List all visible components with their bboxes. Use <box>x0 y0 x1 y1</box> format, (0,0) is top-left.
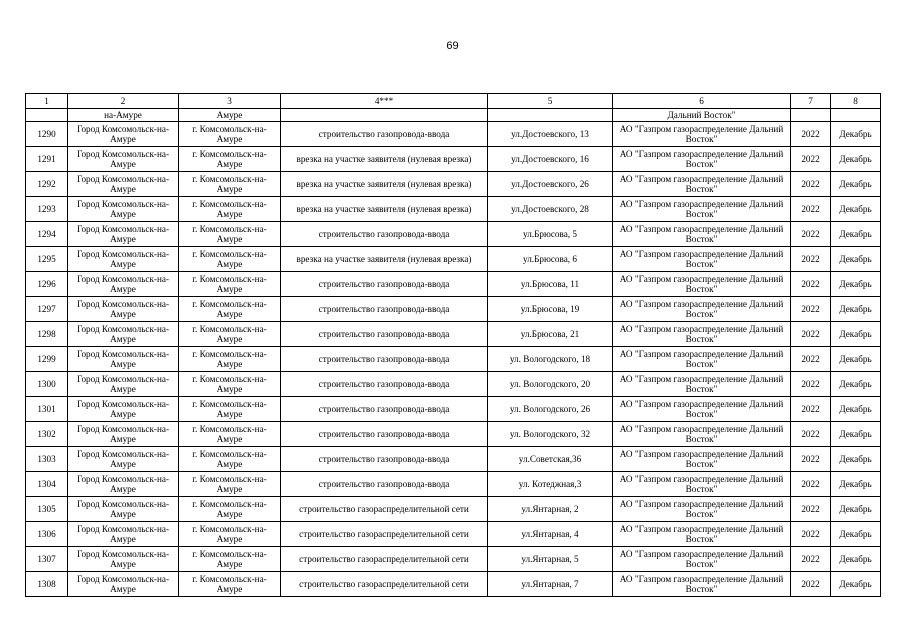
settlement-cell: г. Комсомольск-на-Амуре <box>179 297 281 322</box>
row-number-cell: 1308 <box>26 572 68 597</box>
settlement-cell: г. Комсомольск-на-Амуре <box>179 572 281 597</box>
work-type-cell: строительство газопровода-ввода <box>281 222 488 247</box>
organization-cell: АО "Газпром газораспределение Дальний Восток" <box>613 422 791 447</box>
table-body <box>26 109 881 597</box>
work-type-cell: строительство газопровода-ввода <box>281 397 488 422</box>
organization-cell: АО "Газпром газораспределение Дальний Восток" <box>613 172 791 197</box>
column-header: 2 <box>68 94 179 109</box>
address-cell: ул. Вологодского, 32 <box>488 422 613 447</box>
address-cell: ул.Советская,36 <box>488 447 613 472</box>
year-cell: 2022 <box>791 247 831 272</box>
row-number-cell: 1298 <box>26 322 68 347</box>
month-cell: Декабрь <box>831 547 881 572</box>
organization-cell: АО "Газпром газораспределение Дальний Восток" <box>613 472 791 497</box>
column-header: 6 <box>613 94 791 109</box>
year-cell: 2022 <box>791 272 831 297</box>
municipality-cell: Город Комсомольск-на-Амуре <box>68 372 179 397</box>
address-cell: ул.Достоевского, 26 <box>488 172 613 197</box>
row-number-cell: 1305 <box>26 497 68 522</box>
table-cell <box>831 109 881 122</box>
organization-cell: АО "Газпром газораспределение Дальний Восток" <box>613 122 791 147</box>
settlement-cell: г. Комсомольск-на-Амуре <box>179 472 281 497</box>
municipality-cell: Город Комсомольск-на-Амуре <box>68 247 179 272</box>
table-cell <box>791 109 831 122</box>
month-cell: Декабрь <box>831 447 881 472</box>
settlement-cell: г. Комсомольск-на-Амуре <box>179 147 281 172</box>
year-cell: 2022 <box>791 397 831 422</box>
table-cell <box>281 109 488 122</box>
work-type-cell: врезка на участке заявителя (нулевая врезка) <box>281 197 488 222</box>
address-cell: ул. Котеджная,3 <box>488 472 613 497</box>
work-type-cell: врезка на участке заявителя (нулевая врезка) <box>281 147 488 172</box>
table-header <box>26 94 881 109</box>
year-cell: 2022 <box>791 297 831 322</box>
row-number-cell: 1291 <box>26 147 68 172</box>
row-number-cell: 1292 <box>26 172 68 197</box>
organization-cell: АО "Газпром газораспределение Дальний Восток" <box>613 447 791 472</box>
year-cell: 2022 <box>791 347 831 372</box>
year-cell: 2022 <box>791 122 831 147</box>
municipality-cell: Город Комсомольск-на-Амуре <box>68 497 179 522</box>
table-cell: Дальний Восток" <box>613 109 791 122</box>
year-cell: 2022 <box>791 547 831 572</box>
work-type-cell: строительство газопровода-ввода <box>281 322 488 347</box>
organization-cell: АО "Газпром газораспределение Дальний Восток" <box>613 322 791 347</box>
table-row <box>26 397 881 422</box>
municipality-cell: Город Комсомольск-на-Амуре <box>68 547 179 572</box>
year-cell: 2022 <box>791 372 831 397</box>
organization-cell: АО "Газпром газораспределение Дальний Восток" <box>613 222 791 247</box>
work-type-cell: строительство газопровода-ввода <box>281 422 488 447</box>
row-number-cell: 1300 <box>26 372 68 397</box>
address-cell: ул.Янтарная, 4 <box>488 522 613 547</box>
table-cell: Амуре <box>179 109 281 122</box>
work-type-cell: строительство газопровода-ввода <box>281 347 488 372</box>
row-number-cell: 1299 <box>26 347 68 372</box>
organization-cell: АО "Газпром газораспределение Дальний Восток" <box>613 297 791 322</box>
work-type-cell: строительство газопровода-ввода <box>281 122 488 147</box>
organization-cell: АО "Газпром газораспределение Дальний Восток" <box>613 147 791 172</box>
page-number: 69 <box>446 40 459 52</box>
settlement-cell: г. Комсомольск-на-Амуре <box>179 272 281 297</box>
table-row <box>26 347 881 372</box>
row-number-cell: 1295 <box>26 247 68 272</box>
address-cell: ул. Вологодского, 20 <box>488 372 613 397</box>
row-number-cell: 1302 <box>26 422 68 447</box>
table-row <box>26 422 881 447</box>
column-header: 3 <box>179 94 281 109</box>
work-type-cell: строительство газопровода-ввода <box>281 372 488 397</box>
municipality-cell: Город Комсомольск-на-Амуре <box>68 197 179 222</box>
column-header: 7 <box>791 94 831 109</box>
row-number-cell: 1307 <box>26 547 68 572</box>
settlement-cell: г. Комсомольск-на-Амуре <box>179 122 281 147</box>
data-table <box>25 93 881 597</box>
year-cell: 2022 <box>791 197 831 222</box>
municipality-cell: Город Комсомольск-на-Амуре <box>68 172 179 197</box>
month-cell: Декабрь <box>831 172 881 197</box>
continuation-row <box>26 109 881 122</box>
settlement-cell: г. Комсомольск-на-Амуре <box>179 547 281 572</box>
municipality-cell: Город Комсомольск-на-Амуре <box>68 522 179 547</box>
municipality-cell: Город Комсомольск-на-Амуре <box>68 347 179 372</box>
table-row <box>26 122 881 147</box>
municipality-cell: Город Комсомольск-на-Амуре <box>68 322 179 347</box>
work-type-cell: строительство газораспределительной сети <box>281 497 488 522</box>
work-type-cell: врезка на участке заявителя (нулевая врезка) <box>281 172 488 197</box>
month-cell: Декабрь <box>831 122 881 147</box>
address-cell: ул.Брюсова, 11 <box>488 272 613 297</box>
row-number-cell: 1301 <box>26 397 68 422</box>
work-type-cell: строительство газопровода-ввода <box>281 297 488 322</box>
settlement-cell: г. Комсомольск-на-Амуре <box>179 247 281 272</box>
table-row <box>26 522 881 547</box>
municipality-cell: Город Комсомольск-на-Амуре <box>68 122 179 147</box>
table-row <box>26 447 881 472</box>
municipality-cell: Город Комсомольск-на-Амуре <box>68 147 179 172</box>
address-cell: ул.Брюсова, 21 <box>488 322 613 347</box>
organization-cell: АО "Газпром газораспределение Дальний Восток" <box>613 197 791 222</box>
column-header: 5 <box>488 94 613 109</box>
month-cell: Декабрь <box>831 197 881 222</box>
address-cell: ул.Янтарная, 7 <box>488 572 613 597</box>
address-cell: ул.Янтарная, 5 <box>488 547 613 572</box>
settlement-cell: г. Комсомольск-на-Амуре <box>179 372 281 397</box>
address-cell: ул. Вологодского, 26 <box>488 397 613 422</box>
year-cell: 2022 <box>791 472 831 497</box>
column-header: 1 <box>26 94 68 109</box>
month-cell: Декабрь <box>831 247 881 272</box>
year-cell: 2022 <box>791 322 831 347</box>
address-cell: ул.Достоевского, 16 <box>488 147 613 172</box>
year-cell: 2022 <box>791 497 831 522</box>
table-row <box>26 572 881 597</box>
year-cell: 2022 <box>791 422 831 447</box>
address-cell: ул.Брюсова, 5 <box>488 222 613 247</box>
organization-cell: АО "Газпром газораспределение Дальний Восток" <box>613 347 791 372</box>
organization-cell: АО "Газпром газораспределение Дальний Восток" <box>613 522 791 547</box>
year-cell: 2022 <box>791 147 831 172</box>
settlement-cell: г. Комсомольск-на-Амуре <box>179 347 281 372</box>
year-cell: 2022 <box>791 447 831 472</box>
row-number-cell: 1306 <box>26 522 68 547</box>
settlement-cell: г. Комсомольск-на-Амуре <box>179 522 281 547</box>
organization-cell: АО "Газпром газораспределение Дальний Восток" <box>613 397 791 422</box>
month-cell: Декабрь <box>831 397 881 422</box>
column-header: 8 <box>831 94 881 109</box>
row-number-cell: 1303 <box>26 447 68 472</box>
header-row <box>26 94 881 109</box>
work-type-cell: строительство газораспределительной сети <box>281 572 488 597</box>
municipality-cell: Город Комсомольск-на-Амуре <box>68 222 179 247</box>
month-cell: Декабрь <box>831 347 881 372</box>
table-cell: на-Амуре <box>68 109 179 122</box>
table-row <box>26 197 881 222</box>
month-cell: Декабрь <box>831 522 881 547</box>
table-row <box>26 247 881 272</box>
organization-cell: АО "Газпром газораспределение Дальний Восток" <box>613 572 791 597</box>
address-cell: ул.Янтарная, 2 <box>488 497 613 522</box>
address-cell: ул.Достоевского, 13 <box>488 122 613 147</box>
settlement-cell: г. Комсомольск-на-Амуре <box>179 447 281 472</box>
work-type-cell: строительство газопровода-ввода <box>281 272 488 297</box>
month-cell: Декабрь <box>831 372 881 397</box>
work-type-cell: строительство газораспределительной сети <box>281 522 488 547</box>
address-cell: ул.Брюсова, 6 <box>488 247 613 272</box>
settlement-cell: г. Комсомольск-на-Амуре <box>179 322 281 347</box>
table-row <box>26 172 881 197</box>
settlement-cell: г. Комсомольск-на-Амуре <box>179 422 281 447</box>
month-cell: Декабрь <box>831 322 881 347</box>
work-type-cell: строительство газораспределительной сети <box>281 547 488 572</box>
year-cell: 2022 <box>791 572 831 597</box>
month-cell: Декабрь <box>831 297 881 322</box>
municipality-cell: Город Комсомольск-на-Амуре <box>68 447 179 472</box>
table-row <box>26 147 881 172</box>
row-number-cell: 1294 <box>26 222 68 247</box>
municipality-cell: Город Комсомольск-на-Амуре <box>68 297 179 322</box>
organization-cell: АО "Газпром газораспределение Дальний Восток" <box>613 497 791 522</box>
work-type-cell: строительство газопровода-ввода <box>281 447 488 472</box>
row-number-cell: 1290 <box>26 122 68 147</box>
settlement-cell: г. Комсомольск-на-Амуре <box>179 172 281 197</box>
address-cell: ул.Брюсова, 19 <box>488 297 613 322</box>
address-cell: ул. Вологодского, 18 <box>488 347 613 372</box>
municipality-cell: Город Комсомольск-на-Амуре <box>68 472 179 497</box>
column-header: 4*** <box>281 94 488 109</box>
settlement-cell: г. Комсомольск-на-Амуре <box>179 397 281 422</box>
year-cell: 2022 <box>791 522 831 547</box>
table-cell <box>488 109 613 122</box>
organization-cell: АО "Газпром газораспределение Дальний Восток" <box>613 547 791 572</box>
work-type-cell: врезка на участке заявителя (нулевая врезка) <box>281 247 488 272</box>
settlement-cell: г. Комсомольск-на-Амуре <box>179 222 281 247</box>
table-row <box>26 272 881 297</box>
month-cell: Декабрь <box>831 497 881 522</box>
row-number-cell: 1293 <box>26 197 68 222</box>
row-number-cell: 1296 <box>26 272 68 297</box>
municipality-cell: Город Комсомольск-на-Амуре <box>68 397 179 422</box>
table-row <box>26 297 881 322</box>
organization-cell: АО "Газпром газораспределение Дальний Восток" <box>613 272 791 297</box>
year-cell: 2022 <box>791 172 831 197</box>
month-cell: Декабрь <box>831 572 881 597</box>
row-number-cell: 1297 <box>26 297 68 322</box>
table-row <box>26 472 881 497</box>
settlement-cell: г. Комсомольск-на-Амуре <box>179 197 281 222</box>
address-cell: ул.Достоевского, 28 <box>488 197 613 222</box>
table-row <box>26 322 881 347</box>
organization-cell: АО "Газпром газораспределение Дальний Восток" <box>613 247 791 272</box>
work-type-cell: строительство газопровода-ввода <box>281 472 488 497</box>
table-row <box>26 547 881 572</box>
table-row <box>26 222 881 247</box>
table-row <box>26 497 881 522</box>
settlement-cell: г. Комсомольск-на-Амуре <box>179 497 281 522</box>
table-row <box>26 372 881 397</box>
month-cell: Декабрь <box>831 272 881 297</box>
municipality-cell: Город Комсомольск-на-Амуре <box>68 572 179 597</box>
month-cell: Декабрь <box>831 422 881 447</box>
month-cell: Декабрь <box>831 147 881 172</box>
row-number-cell: 1304 <box>26 472 68 497</box>
organization-cell: АО "Газпром газораспределение Дальний Восток" <box>613 372 791 397</box>
municipality-cell: Город Комсомольск-на-Амуре <box>68 422 179 447</box>
municipality-cell: Город Комсомольск-на-Амуре <box>68 272 179 297</box>
table-cell <box>26 109 68 122</box>
month-cell: Декабрь <box>831 472 881 497</box>
year-cell: 2022 <box>791 222 831 247</box>
month-cell: Декабрь <box>831 222 881 247</box>
